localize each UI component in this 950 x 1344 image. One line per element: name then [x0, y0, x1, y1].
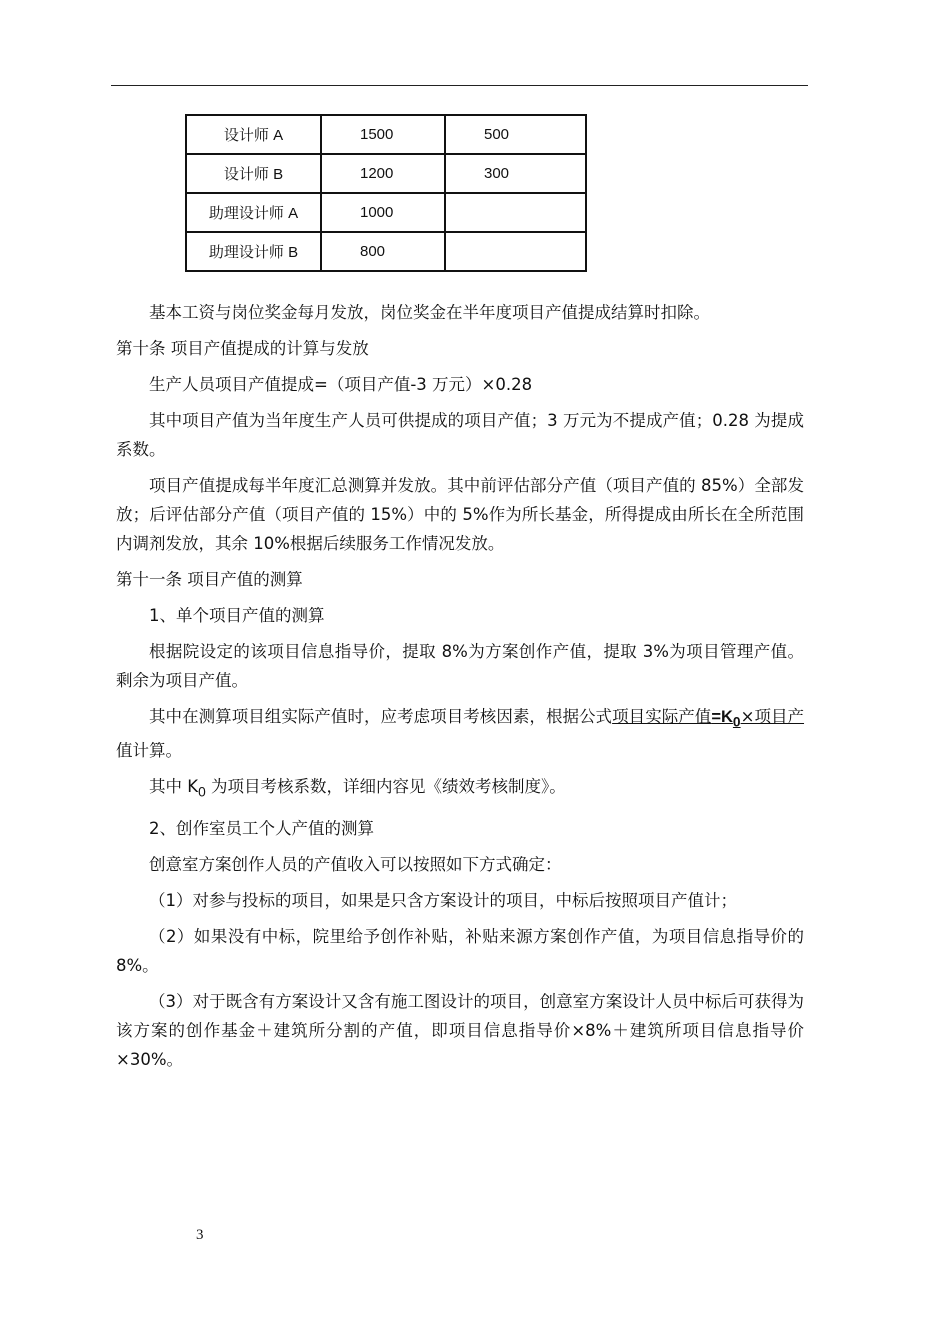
- k-subscript: 0: [198, 784, 206, 800]
- table-row: [186, 193, 586, 232]
- underlined-term: 项目实际产值: [612, 707, 712, 726]
- text-run: 值计算。: [116, 741, 182, 761]
- paragraph-commission-distribution: 项目产值提成每半年度汇总测算并发放。其中前评估部分产值（项目产值的 85%）全部发放；后评估部分产值（项目产值的 15%）中的 5%作为所长基金，所得提成由所长在全所范围内调剂发放，其余 10%根据后续服务工作情况发放。: [116, 476, 804, 553]
- paragraph-guide-price: 根据院设定的该项目信息指导价，提取 8%为方案创作产值，提取 3%为项目管理产值。剩余为项目产值。: [116, 642, 804, 690]
- paragraph-project-value: 其中项目产值为当年度生产人员可供提成的项目产值；3 万元为不提成产值；0.28 为提成系数。: [116, 411, 804, 459]
- list-item: （2）如果没有中标，院里给予创作补贴，补贴来源方案创作产值，为项目信息指导价的 8%。: [116, 926, 804, 975]
- table-cell-bonus: [445, 193, 586, 232]
- text-run: 其中 K: [149, 777, 199, 797]
- paragraph-creative-income: 创意室方案创作人员的产值收入可以按照如下方式确定：: [149, 854, 562, 874]
- page-number: 3: [196, 1227, 204, 1243]
- article-10-heading: 第十条 项目产值提成的计算与发放: [116, 339, 369, 358]
- table-cell-position: 助理设计师 B: [186, 232, 321, 271]
- table-cell-bonus: [445, 232, 586, 271]
- formula-k-subscript: 0: [732, 714, 741, 730]
- table-row: [186, 154, 586, 193]
- commission-formula: 生产人员项目产值提成=（项目产值-3 万元）×0.28: [149, 375, 533, 394]
- table-cell-position: 设计师 B: [186, 154, 321, 193]
- text-run: 其中在测算项目组实际产值时，应考虑项目考核因素，根据公式: [149, 707, 613, 726]
- paragraph-assessment-coefficient: [116, 772, 804, 806]
- table-cell-bonus: 300: [445, 154, 586, 193]
- table-row: [186, 115, 586, 154]
- section-1-heading: 1、单个项目产值的测算: [149, 606, 325, 625]
- table-cell-base-salary: 1000: [321, 193, 445, 232]
- article-11-heading: 第十一条 项目产值的测算: [116, 570, 303, 589]
- formula-k: =K: [711, 708, 733, 726]
- table-row: [186, 232, 586, 271]
- section-2-heading: 2、创作室员工个人产值的测算: [149, 818, 374, 838]
- table-cell-base-salary: 1500: [321, 115, 445, 154]
- text-run: 为项目考核系数，详细内容见《绩效考核制度》。: [205, 777, 566, 797]
- table-cell-base-salary: 1200: [321, 154, 445, 193]
- table-cell-position: 设计师 A: [186, 115, 321, 154]
- paragraph-salary-payment: 基本工资与岗位奖金每月发放，岗位奖金在半年度项目产值提成结算时扣除。: [149, 303, 710, 322]
- table-cell-bonus: 500: [445, 115, 586, 154]
- list-item: （3）对于既含有方案设计又含有施工图设计的项目，创意室方案设计人员中标后可获得为该方案的创作基金＋建筑所分割的产值，即项目信息指导价×8%＋建筑所项目信息指导价×30%。: [116, 991, 804, 1069]
- paragraph-actual-value: [116, 702, 804, 765]
- list-item: （1）对参与投标的项目，如果是只含方案设计的项目，中标后按照项目产值计；: [149, 890, 737, 910]
- salary-table: [185, 114, 587, 272]
- body-text: [116, 298, 804, 1081]
- table-cell-position: 助理设计师 A: [186, 193, 321, 232]
- underlined-term: ×项目产: [740, 707, 805, 726]
- table-cell-base-salary: 800: [321, 232, 445, 271]
- header-rule: [111, 85, 808, 86]
